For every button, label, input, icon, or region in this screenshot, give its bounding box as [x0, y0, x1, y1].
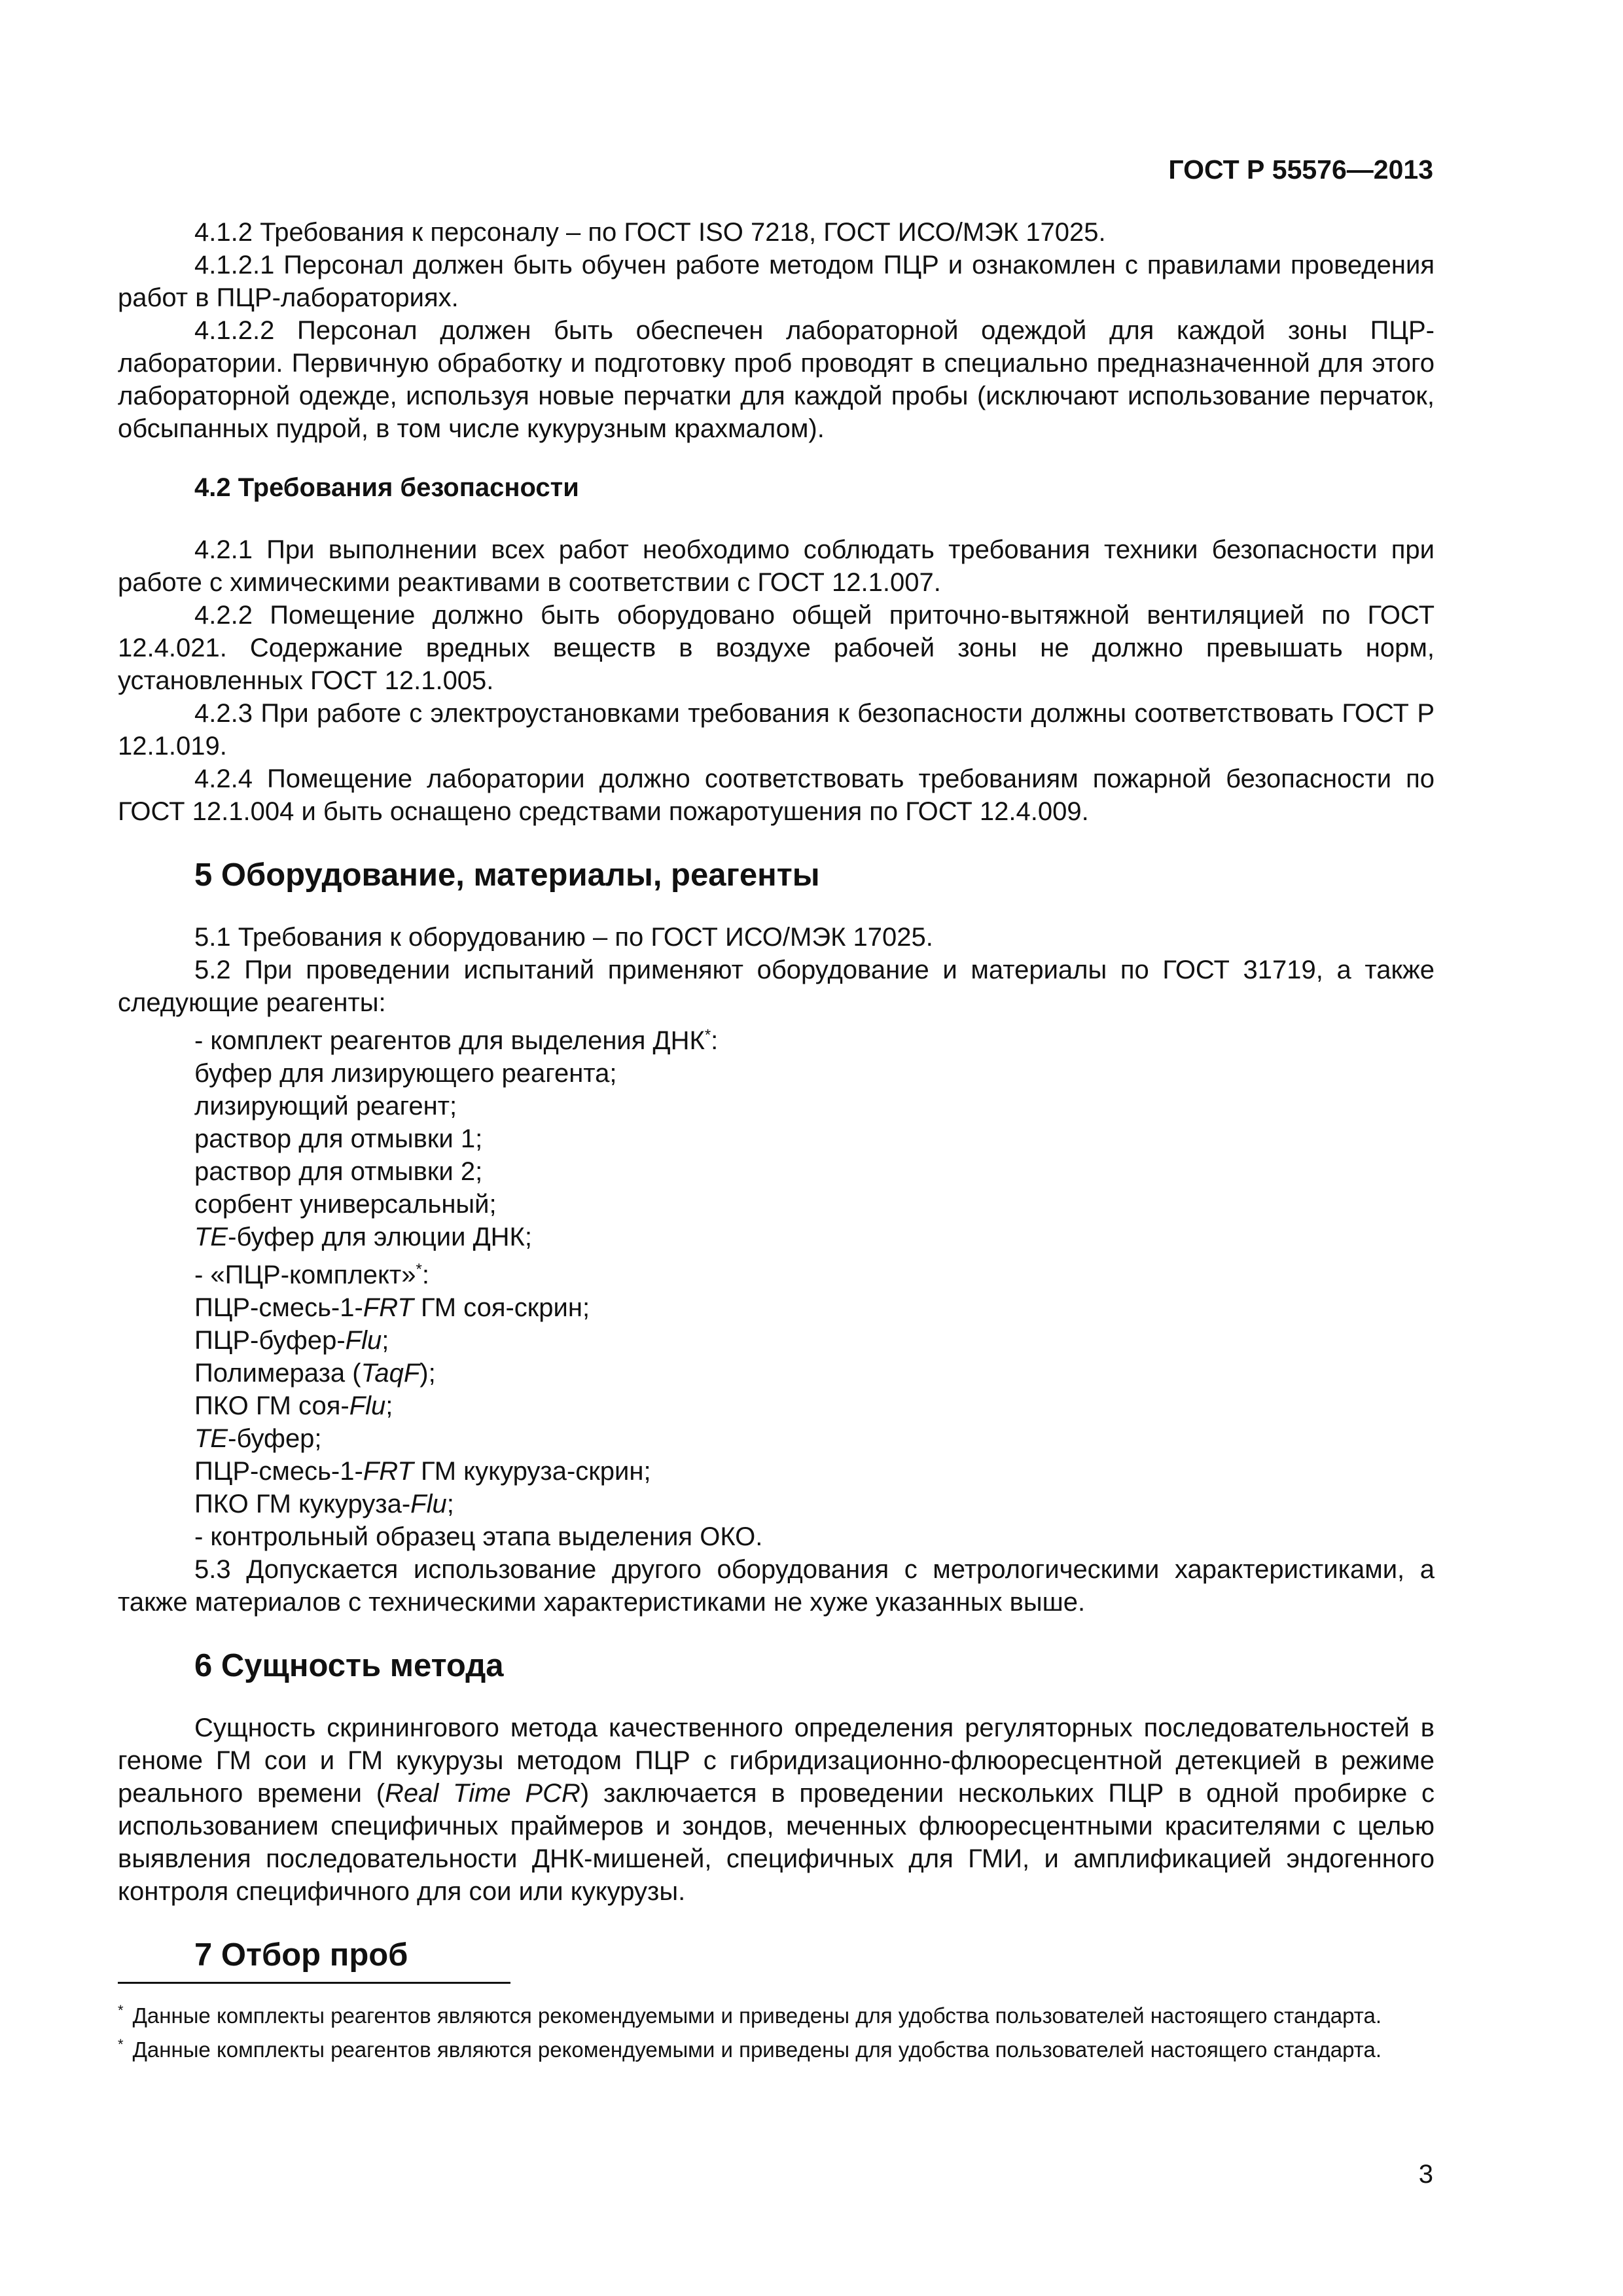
footnote-mark: *	[118, 2036, 124, 2053]
list-item	[118, 1520, 1435, 1553]
text: ПКО ГМ соя-	[194, 1391, 349, 1420]
text: раствор для отмывки 2;	[194, 1157, 483, 1186]
paragraph	[118, 921, 1435, 954]
text-tail: ГМ соя-скрин;	[413, 1293, 590, 1322]
section-heading	[194, 1935, 1435, 1975]
footnote-text: Данные комплекты реагентов являются рекомендуемыми и приведены для удобства пользователей настоящего стандарта.	[132, 2003, 1382, 2028]
text: буфер для лизирующего реагента;	[194, 1059, 617, 1088]
italic-term: Flu	[410, 1490, 447, 1518]
text: -буфер для элюции ДНК;	[228, 1223, 532, 1251]
page-number: 3	[1418, 2160, 1433, 2189]
footnotes	[118, 1982, 1435, 2066]
italic-term: Real Time PCR	[385, 1779, 580, 1808]
text: ПЦР-смесь-1-	[194, 1457, 363, 1486]
list-item	[118, 1488, 1435, 1520]
list-item	[118, 1253, 1435, 1291]
footnote-mark: *	[704, 1026, 711, 1044]
section-heading	[194, 855, 1435, 895]
text-tail: ГМ кукуруза-скрин;	[413, 1457, 651, 1486]
text: 5.2 При проведении испытаний применяют оборудование и материалы по ГОСТ 31719, а также следующие реагенты:	[118, 956, 1435, 1017]
text: ПЦР-буфер-	[194, 1326, 346, 1355]
paragraph	[118, 1553, 1435, 1619]
text: 5 Оборудование, материалы, реагенты	[194, 857, 820, 893]
list-item	[118, 1357, 1435, 1390]
text: - комплект реагентов для выделения ДНК	[194, 1026, 705, 1055]
list-item	[118, 1422, 1435, 1455]
footnote	[118, 2032, 1435, 2062]
document-body	[118, 216, 1435, 2001]
text: 4.2.4 Помещение лаборатории должно соответствовать требованиям пожарной безопасности по ГОСТ 12.1.004 и быть оснащено средствами пожаротушения по ГОСТ 12.4.009.	[118, 764, 1435, 826]
text: сорбент универсальный;	[194, 1190, 497, 1219]
italic-term: FRT	[363, 1457, 414, 1486]
paragraph	[118, 599, 1435, 697]
text: 4.1.2.1 Персонал должен быть обучен работе методом ПЦР и ознакомлен с правилами проведения работ в ПЦР-лабораториях.	[118, 251, 1435, 312]
text: 5.3 Допускается использование другого оборудования с метрологическими характеристиками, а также материалов с техническими характеристиками не хуже указанных выше.	[118, 1555, 1435, 1617]
italic-term: Flu	[345, 1326, 382, 1355]
paragraph	[118, 533, 1435, 599]
paragraph	[118, 249, 1435, 314]
list-item	[118, 1057, 1435, 1090]
paragraph	[118, 954, 1435, 1019]
list-item	[118, 1019, 1435, 1057]
footnote-mark: *	[118, 2002, 124, 2018]
list-item	[118, 1155, 1435, 1188]
footnote-rule	[118, 1982, 510, 1984]
text-tail: ;	[385, 1391, 393, 1420]
list-item	[118, 1390, 1435, 1422]
paragraph	[118, 697, 1435, 762]
list-item	[118, 1324, 1435, 1357]
text: 6 Сущность метода	[194, 1648, 504, 1683]
paragraph	[118, 216, 1435, 249]
list-item	[118, 1221, 1435, 1253]
text: 7 Отбор проб	[194, 1937, 408, 1973]
text: 4.1.2.2 Персонал должен быть обеспечен лабораторной одеждой для каждой зоны ПЦР-лаборатории. Первичную обработку и подготовку проб проводят в специально предназначенной для этого лабораторной одежде, используя новые перчатки для каждой пробы (исключают использование перчаток, обсыпанных пудрой, в том числе кукурузным крахмалом).	[118, 316, 1435, 443]
list-item	[118, 1090, 1435, 1122]
italic-term: TaqF	[361, 1359, 420, 1388]
text-tail: :	[711, 1026, 719, 1055]
text-tail: ;	[446, 1490, 454, 1518]
text: 5.1 Требования к оборудованию – по ГОСТ ИСО/МЭК 17025.	[194, 923, 933, 952]
text: 4.2.1 При выполнении всех работ необходимо соблюдать требования техники безопасности при работе с химическими реактивами в соответствии с ГОСТ 12.1.007.	[118, 535, 1435, 597]
italic-term: TE	[194, 1223, 228, 1251]
document-header: ГОСТ Р 55576—2013	[1168, 154, 1433, 185]
italic-term: Flu	[349, 1391, 386, 1420]
paragraph	[118, 762, 1435, 828]
footnote	[118, 1998, 1435, 2028]
text: -буфер;	[228, 1424, 322, 1453]
text: ПКО ГМ кукуруза-	[194, 1490, 411, 1518]
text: ПЦР-смесь-1-	[194, 1293, 363, 1322]
list-item	[118, 1122, 1435, 1155]
text-tail: ;	[382, 1326, 389, 1355]
text: 4.2.3 При работе с электроустановками требования к безопасности должны соответствовать ГОСТ Р 12.1.019.	[118, 699, 1435, 761]
subsection-heading	[194, 471, 1435, 504]
text: 4.2.2 Помещение должно быть оборудовано общей приточно-вытяжной вентиляцией по ГОСТ 12.4.021. Содержание вредных веществ в воздухе рабочей зоны не должно превышать норм, установленных ГОСТ 12.1.005.	[118, 601, 1435, 695]
list-item	[118, 1188, 1435, 1221]
text: Полимераза (	[194, 1359, 361, 1388]
text: - контрольный образец этапа выделения ОКО.	[194, 1522, 763, 1551]
text-tail: :	[421, 1261, 429, 1289]
list-item	[118, 1455, 1435, 1488]
list-item	[118, 1291, 1435, 1324]
paragraph	[118, 314, 1435, 445]
text: раствор для отмывки 1;	[194, 1124, 483, 1153]
footnote-text: Данные комплекты реагентов являются рекомендуемыми и приведены для удобства пользователей настоящего стандарта.	[132, 2037, 1382, 2062]
text: - «ПЦР-комплект»	[194, 1261, 416, 1289]
italic-term: FRT	[363, 1293, 414, 1322]
text: лизирующий реагент;	[194, 1092, 457, 1121]
footnote-mark: *	[416, 1261, 422, 1278]
paragraph	[118, 1712, 1435, 1908]
text-tail: );	[419, 1359, 436, 1388]
text: 4.2 Требования безопасности	[194, 473, 579, 502]
italic-term: TE	[194, 1424, 228, 1453]
text-tail: ) заключается в проведении нескольких ПЦР в одной пробирке с использованием специфичных праймеров и зондов, меченных флюоресцентными красителями с целью выявления последовательности ДНК-мишеней, специфичных для ГМИ, и амплификацией эндогенного контроля специфичного для сои или кукурузы.	[118, 1779, 1435, 1906]
text: 4.1.2 Требования к персоналу – по ГОСТ ISO 7218, ГОСТ ИСО/МЭК 17025.	[194, 218, 1106, 247]
section-heading	[194, 1646, 1435, 1685]
text: Сущность скринингового метода качественного определения регуляторных последовательностей в геноме ГМ сои и ГМ кукурузы методом ПЦР с гибридизационно-флюоресцентной детекцией в режиме реального времени (	[118, 1713, 1435, 1808]
